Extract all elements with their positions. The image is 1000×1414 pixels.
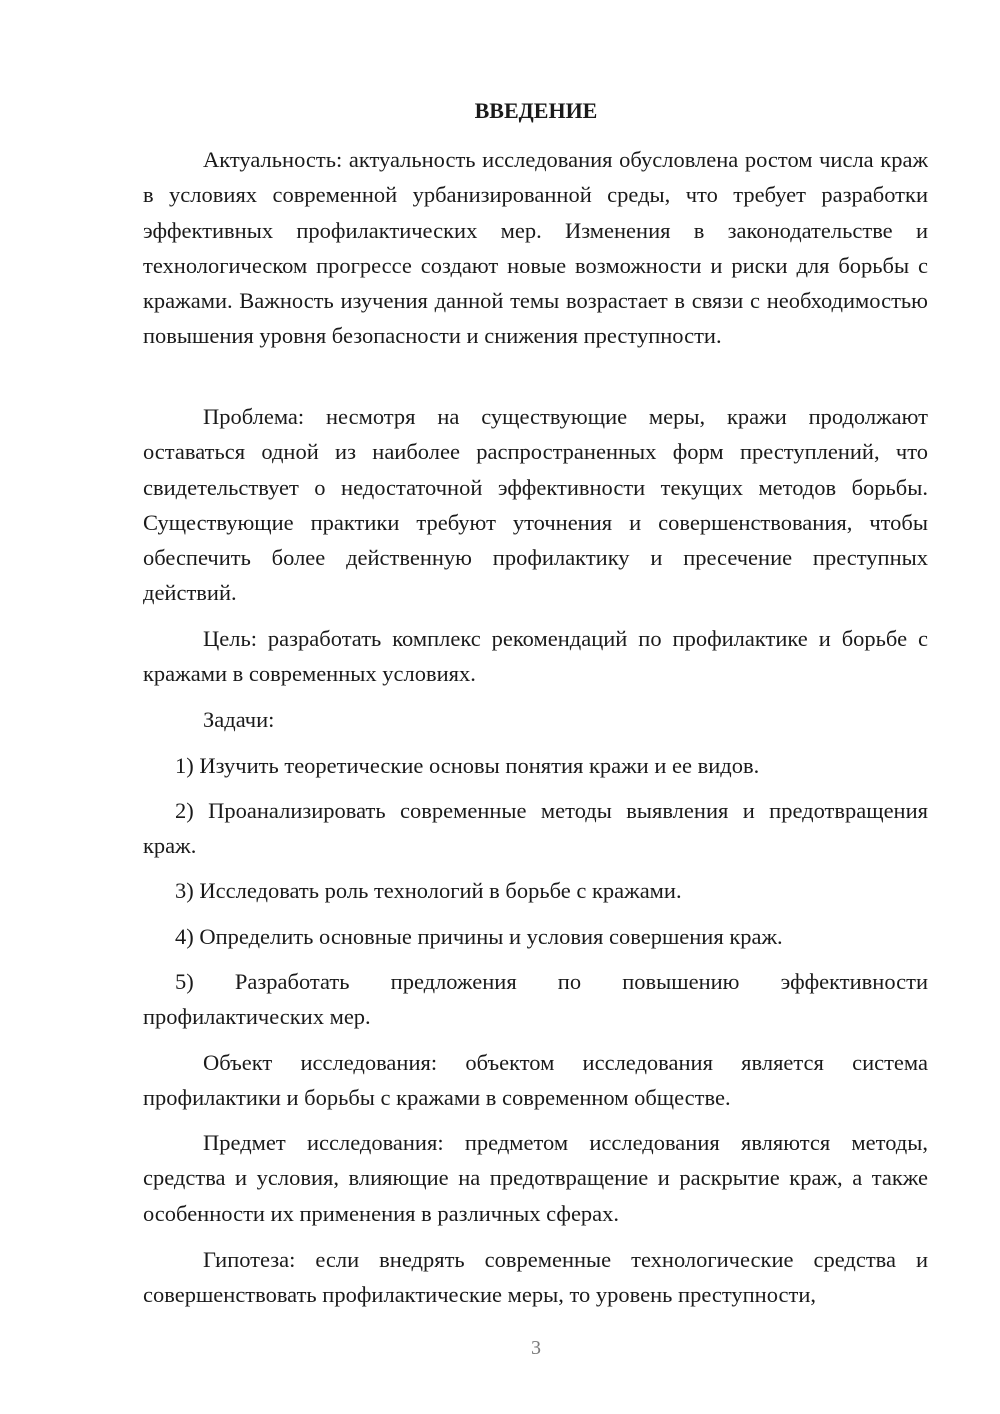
task-item-1: 1) Изучить теоретические основы понятия кражи и ее видов.: [175, 753, 760, 778]
paragraph-subject: Предмет исследования: предметом исследования являются методы, средства и условия, влияющие на предотвращение и раскрытие краж, а также особенности их применения в различных сферах.: [143, 1130, 928, 1226]
task-item-4: 4) Определить основные причины и условия совершения краж.: [175, 924, 783, 949]
paragraph-goal: Цель: разработать комплекс рекомендаций по профилактике и борьбе с кражами в современных условиях.: [143, 626, 928, 687]
paragraph-problem: Проблема: несмотря на существующие меры, кражи продолжают оставаться одной из наиболее распространенных форм преступлений, что свидетельствует о недостаточной эффективности текущих методов борьбы. Существующие практики требуют уточнения и совершенствования, чтобы обеспечить более действенную профилактику и пресечение преступных действий.: [143, 404, 928, 606]
page-number: 3: [531, 1337, 541, 1359]
section-heading: ВВЕДЕНИЕ: [474, 98, 598, 123]
task-item-2: 2) Проанализировать современные методы выявления и предотвращения краж.: [143, 798, 928, 859]
paragraph-object: Объект исследования: объектом исследования является система профилактики и борьбы с кражами в современном обществе.: [143, 1050, 928, 1111]
paragraph-hypothesis: Гипотеза: если внедрять современные технологические средства и совершенствовать профилактические меры, то уровень преступности,: [143, 1247, 928, 1308]
paragraph-relevance: Актуальность: актуальность исследования обусловлена ростом числа краж в условиях современной урбанизированной среды, что требует разработки эффективных профилактических мер. Изменения в законодательстве и технологическом прогрессе создают новые возможности и риски для борьбы с кражами. Важность изучения данной темы возрастает в связи с необходимостью повышения уровня безопасности и снижения преступности.: [143, 147, 928, 349]
task-item-5: 5) Разработать предложения по повышению эффективности профилактических мер.: [143, 969, 928, 1030]
task-item-3: 3) Исследовать роль технологий в борьбе с кражами.: [175, 878, 682, 903]
paragraph-tasks-label: Задачи:: [203, 707, 275, 732]
